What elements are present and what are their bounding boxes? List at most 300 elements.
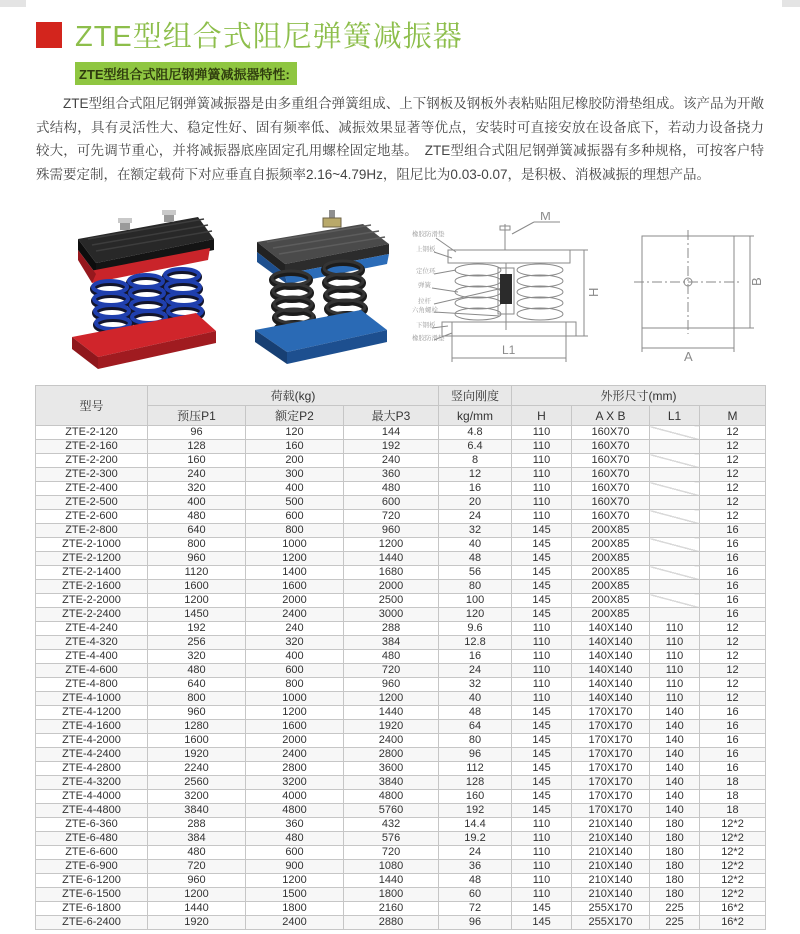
model-cell: ZTE-2-120	[36, 426, 148, 440]
value-cell: 120	[246, 426, 344, 440]
value-cell: 720	[344, 510, 439, 524]
value-cell: 145	[512, 790, 572, 804]
table-row	[36, 776, 766, 790]
table-row	[36, 734, 766, 748]
value-cell: 210X140	[572, 874, 650, 888]
value-cell: 16	[700, 748, 766, 762]
value-cell: 500	[246, 496, 344, 510]
value-cell: 140	[650, 734, 700, 748]
model-cell: ZTE-2-2400	[36, 608, 148, 622]
model-cell: ZTE-4-1600	[36, 720, 148, 734]
value-cell: 12	[439, 468, 512, 482]
table-row	[36, 692, 766, 706]
value-cell: 12	[700, 678, 766, 692]
spec-table	[35, 385, 766, 930]
value-cell	[650, 482, 700, 496]
value-cell: 1200	[246, 552, 344, 566]
value-cell: 160	[148, 454, 246, 468]
value-cell: 110	[650, 636, 700, 650]
value-cell: 110	[512, 468, 572, 482]
value-cell: 180	[650, 874, 700, 888]
value-cell: 145	[512, 762, 572, 776]
value-cell: 110	[512, 636, 572, 650]
value-cell: 32	[439, 524, 512, 538]
value-cell: 110	[650, 678, 700, 692]
value-cell: 600	[344, 496, 439, 510]
value-cell: 16*2	[700, 902, 766, 916]
table-row	[36, 664, 766, 678]
value-cell: 320	[148, 482, 246, 496]
value-cell: 96	[148, 426, 246, 440]
value-cell: 180	[650, 846, 700, 860]
value-cell: 80	[439, 734, 512, 748]
value-cell: 12	[700, 636, 766, 650]
value-cell: 384	[344, 636, 439, 650]
model-cell: ZTE-4-2000	[36, 734, 148, 748]
value-cell: 170X170	[572, 804, 650, 818]
table-row	[36, 580, 766, 594]
value-cell: 170X170	[572, 776, 650, 790]
value-cell: 1200	[246, 706, 344, 720]
value-cell: 110	[512, 818, 572, 832]
value-cell: 6.4	[439, 440, 512, 454]
value-cell	[650, 594, 700, 608]
value-cell: 1920	[148, 916, 246, 930]
value-cell: 320	[246, 636, 344, 650]
model-cell: ZTE-6-1500	[36, 888, 148, 902]
page-edge-right	[782, 0, 800, 7]
value-cell: 360	[246, 818, 344, 832]
value-cell: 5760	[344, 804, 439, 818]
value-cell: 145	[512, 776, 572, 790]
value-cell: 1500	[246, 888, 344, 902]
value-cell: 128	[439, 776, 512, 790]
value-cell: 288	[148, 818, 246, 832]
table-row	[36, 538, 766, 552]
table-row	[36, 608, 766, 622]
value-cell: 170X170	[572, 706, 650, 720]
value-cell: 160X70	[572, 440, 650, 454]
value-cell: 192	[439, 804, 512, 818]
value-cell: 1600	[246, 580, 344, 594]
table-row	[36, 622, 766, 636]
value-cell: 1200	[246, 874, 344, 888]
value-cell: 240	[344, 454, 439, 468]
model-cell: ZTE-6-900	[36, 860, 148, 874]
col-group-dimensions: 外形尺寸(mm)	[512, 386, 766, 406]
model-cell: ZTE-6-600	[36, 846, 148, 860]
table-row	[36, 888, 766, 902]
value-cell	[650, 426, 700, 440]
value-cell: 140	[650, 706, 700, 720]
value-cell: 960	[148, 552, 246, 566]
value-cell: 180	[650, 818, 700, 832]
value-cell: 18	[700, 804, 766, 818]
model-cell: ZTE-6-1200	[36, 874, 148, 888]
value-cell: 900	[246, 860, 344, 874]
value-cell: 16	[700, 720, 766, 734]
value-cell: 110	[512, 482, 572, 496]
value-cell	[650, 566, 700, 580]
model-cell: ZTE-4-320	[36, 636, 148, 650]
value-cell: 1000	[246, 692, 344, 706]
value-cell: 16	[700, 762, 766, 776]
value-cell: 160X70	[572, 496, 650, 510]
model-cell: ZTE-2-300	[36, 468, 148, 482]
features-heading: ZTE型组合式阻尼钢弹簧减振器特性:	[75, 62, 297, 85]
value-cell: 144	[344, 426, 439, 440]
value-cell	[650, 608, 700, 622]
value-cell: 200X85	[572, 608, 650, 622]
value-cell: 4800	[246, 804, 344, 818]
value-cell: 210X140	[572, 832, 650, 846]
model-cell: ZTE-2-600	[36, 510, 148, 524]
table-row	[36, 678, 766, 692]
value-cell: 16*2	[700, 916, 766, 930]
model-cell: ZTE-2-800	[36, 524, 148, 538]
table-row	[36, 874, 766, 888]
col-header-rated-p2: 额定P2	[246, 406, 344, 426]
value-cell: 1440	[344, 706, 439, 720]
value-cell: 96	[439, 916, 512, 930]
col-header-axb: A X B	[572, 406, 650, 426]
page-edge-left	[0, 0, 26, 7]
table-row	[36, 510, 766, 524]
value-cell: 100	[439, 594, 512, 608]
value-cell: 255X170	[572, 916, 650, 930]
value-cell	[650, 552, 700, 566]
value-cell: 40	[439, 538, 512, 552]
value-cell: 16	[439, 482, 512, 496]
value-cell: 128	[148, 440, 246, 454]
model-cell: ZTE-4-2800	[36, 762, 148, 776]
value-cell: 2240	[148, 762, 246, 776]
value-cell: 110	[512, 874, 572, 888]
value-cell	[650, 440, 700, 454]
value-cell: 145	[512, 734, 572, 748]
value-cell: 1120	[148, 566, 246, 580]
value-cell: 16	[700, 538, 766, 552]
value-cell: 110	[512, 860, 572, 874]
dim-label-m: M	[540, 212, 551, 223]
value-cell: 16	[700, 734, 766, 748]
value-cell: 640	[148, 678, 246, 692]
value-cell: 400	[246, 650, 344, 664]
table-row	[36, 594, 766, 608]
value-cell: 160X70	[572, 426, 650, 440]
value-cell: 480	[148, 510, 246, 524]
model-cell: ZTE-2-500	[36, 496, 148, 510]
value-cell: 16	[700, 706, 766, 720]
dim-label-a: A	[684, 349, 693, 363]
value-cell: 12*2	[700, 888, 766, 902]
part-label-0: 橡胶防滑垫	[412, 231, 445, 238]
value-cell: 145	[512, 594, 572, 608]
value-cell: 145	[512, 916, 572, 930]
model-cell: ZTE-2-1600	[36, 580, 148, 594]
value-cell: 140	[650, 748, 700, 762]
value-cell: 1800	[246, 902, 344, 916]
value-cell: 1280	[148, 720, 246, 734]
value-cell: 110	[512, 678, 572, 692]
value-cell: 120	[439, 608, 512, 622]
value-cell: 20	[439, 496, 512, 510]
value-cell: 160X70	[572, 454, 650, 468]
value-cell: 3200	[148, 790, 246, 804]
value-cell: 12*2	[700, 874, 766, 888]
value-cell: 3840	[344, 776, 439, 790]
value-cell: 800	[148, 692, 246, 706]
value-cell: 145	[512, 902, 572, 916]
value-cell: 240	[148, 468, 246, 482]
value-cell: 200X85	[572, 552, 650, 566]
value-cell: 2160	[344, 902, 439, 916]
table-row	[36, 902, 766, 916]
value-cell: 145	[512, 552, 572, 566]
table-row	[36, 468, 766, 482]
model-cell: ZTE-2-200	[36, 454, 148, 468]
value-cell: 3840	[148, 804, 246, 818]
table-row	[36, 636, 766, 650]
value-cell: 4000	[246, 790, 344, 804]
value-cell: 2400	[246, 608, 344, 622]
value-cell: 145	[512, 538, 572, 552]
value-cell: 72	[439, 902, 512, 916]
value-cell: 170X170	[572, 762, 650, 776]
value-cell: 140X140	[572, 650, 650, 664]
value-cell: 16	[439, 650, 512, 664]
model-cell: ZTE-4-4800	[36, 804, 148, 818]
value-cell: 18	[700, 776, 766, 790]
value-cell: 16	[700, 524, 766, 538]
col-header-model: 型号	[36, 386, 148, 426]
value-cell: 480	[148, 846, 246, 860]
value-cell: 145	[512, 580, 572, 594]
table-row	[36, 496, 766, 510]
table-row	[36, 846, 766, 860]
value-cell: 12	[700, 454, 766, 468]
value-cell: 145	[512, 524, 572, 538]
model-cell: ZTE-6-480	[36, 832, 148, 846]
value-cell: 110	[512, 650, 572, 664]
part-label-4: 拉杆	[418, 298, 431, 305]
value-cell: 300	[246, 468, 344, 482]
value-cell: 240	[246, 622, 344, 636]
dim-label-b: B	[749, 277, 764, 286]
value-cell: 480	[344, 482, 439, 496]
value-cell: 1920	[148, 748, 246, 762]
value-cell: 140	[650, 804, 700, 818]
value-cell: 720	[148, 860, 246, 874]
drawing-top-view	[630, 228, 765, 363]
value-cell: 210X140	[572, 818, 650, 832]
table-row	[36, 818, 766, 832]
value-cell: 600	[246, 664, 344, 678]
value-cell: 12	[700, 496, 766, 510]
value-cell: 1200	[148, 594, 246, 608]
value-cell: 110	[512, 426, 572, 440]
value-cell: 1800	[344, 888, 439, 902]
model-cell: ZTE-4-1200	[36, 706, 148, 720]
model-cell: ZTE-2-1200	[36, 552, 148, 566]
value-cell: 720	[344, 664, 439, 678]
dim-label-h: H	[586, 287, 601, 297]
page-header	[36, 14, 463, 55]
table-row	[36, 832, 766, 846]
value-cell: 192	[148, 622, 246, 636]
value-cell: 16	[700, 552, 766, 566]
value-cell: 4800	[344, 790, 439, 804]
value-cell	[650, 468, 700, 482]
col-header-max-p3: 最大P3	[344, 406, 439, 426]
table-row	[36, 916, 766, 930]
value-cell	[650, 496, 700, 510]
value-cell: 160X70	[572, 510, 650, 524]
value-cell: 24	[439, 664, 512, 678]
value-cell: 2400	[246, 916, 344, 930]
red-square-icon	[36, 22, 62, 48]
value-cell: 960	[148, 874, 246, 888]
value-cell: 12.8	[439, 636, 512, 650]
value-cell: 225	[650, 916, 700, 930]
value-cell: 32	[439, 678, 512, 692]
spec-table-body	[36, 426, 766, 930]
value-cell: 1920	[344, 720, 439, 734]
value-cell: 1200	[148, 888, 246, 902]
value-cell: 480	[344, 650, 439, 664]
value-cell: 16	[700, 608, 766, 622]
value-cell: 180	[650, 888, 700, 902]
value-cell: 12*2	[700, 846, 766, 860]
value-cell: 12	[700, 664, 766, 678]
value-cell: 14.4	[439, 818, 512, 832]
value-cell: 288	[344, 622, 439, 636]
model-cell: ZTE-4-2400	[36, 748, 148, 762]
value-cell: 112	[439, 762, 512, 776]
col-header-stiffness: 竖向刚度	[439, 386, 512, 406]
table-row	[36, 860, 766, 874]
value-cell: 12*2	[700, 818, 766, 832]
drawing-side-view	[408, 212, 608, 377]
table-row	[36, 650, 766, 664]
value-cell: 1440	[344, 874, 439, 888]
value-cell: 80	[439, 580, 512, 594]
value-cell: 192	[344, 440, 439, 454]
table-row	[36, 706, 766, 720]
value-cell: 180	[650, 832, 700, 846]
value-cell: 2400	[246, 748, 344, 762]
value-cell: 1600	[148, 734, 246, 748]
table-row	[36, 790, 766, 804]
model-cell: ZTE-2-1000	[36, 538, 148, 552]
value-cell: 640	[148, 524, 246, 538]
value-cell: 48	[439, 552, 512, 566]
value-cell: 110	[512, 622, 572, 636]
value-cell: 2800	[246, 762, 344, 776]
value-cell: 110	[512, 692, 572, 706]
value-cell: 200X85	[572, 580, 650, 594]
table-row	[36, 524, 766, 538]
value-cell: 145	[512, 608, 572, 622]
value-cell: 12*2	[700, 832, 766, 846]
value-cell: 48	[439, 706, 512, 720]
value-cell: 96	[439, 748, 512, 762]
value-cell: 12	[700, 692, 766, 706]
part-label-6: 下钢板	[416, 322, 436, 329]
part-label-1: 上钢板	[416, 246, 436, 253]
value-cell: 180	[650, 860, 700, 874]
product-photo-red-isolator	[58, 205, 223, 377]
value-cell: 200X85	[572, 594, 650, 608]
value-cell: 140	[650, 762, 700, 776]
value-cell: 110	[650, 622, 700, 636]
product-description: ZTE型组合式阻尼钢弹簧减振器是由多重组合弹簧组成、上下钢板及钢板外表粘贴阻尼橡胶防滑垫组成。该产品为开敞式结构，具有灵活性大、稳定性好、固有频率低、减振效果显著等优点，安装时可直接安放在设备底下，若动力设备挠力较大，可先调节重心，并将减振器底座固定孔用螺栓固定地基。 ZTE型组合式阻尼钢弹簧减振器有多种规格，可按客户特殊需要定制，在额定载荷下对应垂直自振频率2.16~4.79Hz，阻尼比为0.03-0.07，是积极、消极减振的理想产品。	[36, 96, 764, 182]
col-header-l1: L1	[650, 406, 700, 426]
col-header-m: M	[700, 406, 766, 426]
value-cell: 200	[246, 454, 344, 468]
figures-row	[0, 200, 800, 380]
value-cell: 160	[246, 440, 344, 454]
value-cell: 110	[512, 832, 572, 846]
value-cell: 400	[246, 482, 344, 496]
value-cell: 12*2	[700, 860, 766, 874]
value-cell: 576	[344, 832, 439, 846]
model-cell: ZTE-4-600	[36, 664, 148, 678]
value-cell: 432	[344, 818, 439, 832]
value-cell: 1000	[246, 538, 344, 552]
part-label-7: 橡胶防滑垫	[412, 335, 445, 342]
part-label-2: 定位环	[416, 268, 436, 275]
value-cell: 48	[439, 874, 512, 888]
model-cell: ZTE-2-160	[36, 440, 148, 454]
value-cell: 800	[246, 678, 344, 692]
value-cell: 18	[700, 790, 766, 804]
model-cell: ZTE-6-2400	[36, 916, 148, 930]
value-cell: 64	[439, 720, 512, 734]
value-cell: 320	[148, 650, 246, 664]
model-cell: ZTE-2-2000	[36, 594, 148, 608]
value-cell: 360	[344, 468, 439, 482]
value-cell: 200X85	[572, 538, 650, 552]
value-cell: 3600	[344, 762, 439, 776]
value-cell: 16	[700, 566, 766, 580]
value-cell: 170X170	[572, 790, 650, 804]
col-group-load: 荷载(kg)	[148, 386, 439, 406]
value-cell	[650, 580, 700, 594]
value-cell: 2880	[344, 916, 439, 930]
value-cell: 256	[148, 636, 246, 650]
value-cell: 3200	[246, 776, 344, 790]
model-cell: ZTE-6-360	[36, 818, 148, 832]
col-header-stiffness-unit: kg/mm	[439, 406, 512, 426]
value-cell: 1600	[148, 580, 246, 594]
value-cell: 255X170	[572, 902, 650, 916]
value-cell: 2500	[344, 594, 439, 608]
product-photo-blue-isolator	[243, 208, 398, 373]
value-cell: 1440	[344, 552, 439, 566]
value-cell: 16	[700, 580, 766, 594]
value-cell	[650, 510, 700, 524]
model-cell: ZTE-2-1400	[36, 566, 148, 580]
value-cell: 720	[344, 846, 439, 860]
value-cell: 2000	[246, 734, 344, 748]
value-cell: 12	[700, 482, 766, 496]
value-cell: 160X70	[572, 482, 650, 496]
value-cell: 12	[700, 622, 766, 636]
col-header-h: H	[512, 406, 572, 426]
value-cell: 12	[700, 468, 766, 482]
model-cell: ZTE-4-1000	[36, 692, 148, 706]
